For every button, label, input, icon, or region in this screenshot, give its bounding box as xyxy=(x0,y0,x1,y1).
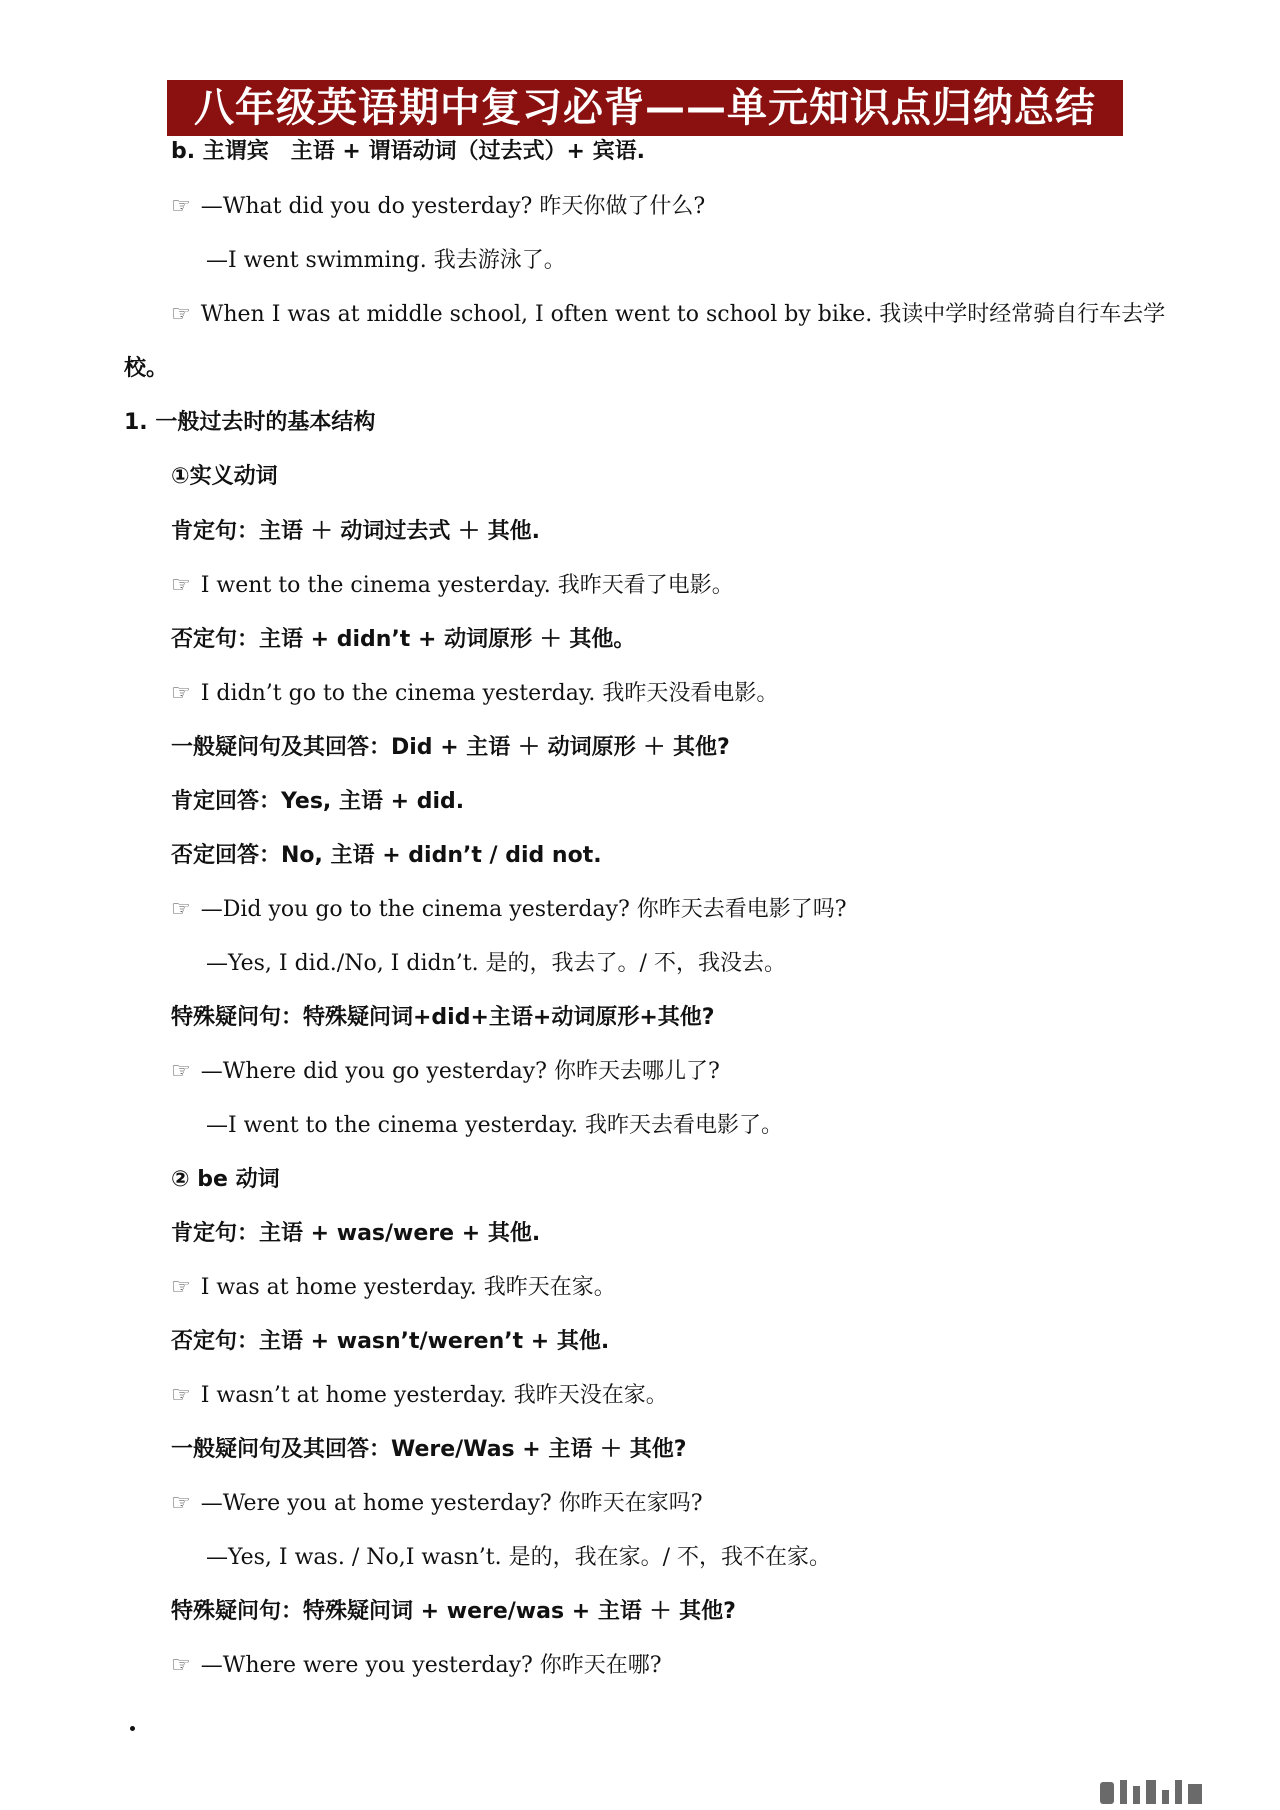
subsection-heading-2: ② be 动词 xyxy=(171,1167,280,1192)
line-13: 肯定回答：Yes, 主语 + did. xyxy=(171,789,465,814)
line-26: ☞ —Were you at home yesterday? 你昨天在家吗? xyxy=(171,1491,703,1516)
pointing-hand-icon: ☞ xyxy=(171,573,191,598)
pointing-hand-icon: ☞ xyxy=(171,681,191,706)
line-16: —Yes, I did./No, I didn’t. 是的，我去了。/ 不，我没去。 xyxy=(206,951,786,976)
pointing-hand-icon: ☞ xyxy=(171,1383,191,1408)
line-12: 一般疑问句及其回答：Did + 主语 ＋ 动词原形 ＋ 其他? xyxy=(171,735,730,760)
page-title: 八年级英语期中复习必背——单元知识点归纳总结 xyxy=(167,80,1123,136)
line-4: ☞ When I was at middle school, I often went to school by bike. 我读中学时经常骑自行车去学 xyxy=(171,302,1166,327)
subsection-heading: ①实义动词 xyxy=(171,464,278,489)
line-21: 肯定句：主语 + was/were + 其他. xyxy=(171,1221,541,1246)
pointing-hand-icon: ☞ xyxy=(171,1491,191,1516)
line-22: ☞ I was at home yesterday. 我昨天在家。 xyxy=(171,1275,616,1300)
pointing-hand-icon: ☞ xyxy=(171,1059,191,1084)
line-28: 特殊疑问句：特殊疑问词 + were/was + 主语 ＋ 其他? xyxy=(171,1599,736,1624)
line-15: ☞ —Did you go to the cinema yesterday? 你昨天去看电影了吗? xyxy=(171,897,847,922)
line-24: ☞ I wasn’t at home yesterday. 我昨天没在家。 xyxy=(171,1383,668,1408)
line-17: 特殊疑问句：特殊疑问词+did+主语+动词原形+其他? xyxy=(171,1005,715,1030)
line-1: b. 主谓宾 主语 + 谓语动词（过去式）+ 宾语. xyxy=(171,139,645,164)
line-27: —Yes, I was. / No,I wasn’t. 是的，我在家。/ 不，我不在家。 xyxy=(206,1545,832,1570)
line-10: 否定句：主语 + didn’t + 动词原形 ＋ 其他。 xyxy=(171,627,636,652)
line-19: —I went to the cinema yesterday. 我昨天去看电影了。 xyxy=(206,1113,783,1138)
bullet-dot xyxy=(130,1726,135,1731)
line-18: ☞ —Where did you go yesterday? 你昨天去哪儿了? xyxy=(171,1059,720,1084)
pointing-hand-icon: ☞ xyxy=(171,1275,191,1300)
pointing-hand-icon: ☞ xyxy=(171,1653,191,1678)
line-29: ☞ —Where were you yesterday? 你昨天在哪? xyxy=(171,1653,662,1678)
pointing-hand-icon: ☞ xyxy=(171,897,191,922)
line-25: 一般疑问句及其回答：Were/Was + 主语 ＋ 其他? xyxy=(171,1437,687,1462)
line-11: ☞ I didn’t go to the cinema yesterday. 我昨天没看电影。 xyxy=(171,681,779,706)
line-23: 否定句：主语 + wasn’t/weren’t + 其他. xyxy=(171,1329,610,1354)
section-heading: 1. 一般过去时的基本结构 xyxy=(124,410,376,435)
pointing-hand-icon: ☞ xyxy=(171,302,191,327)
line-5: 校。 xyxy=(124,356,169,381)
watermark-logo xyxy=(1100,1778,1260,1804)
line-8: 肯定句：主语 ＋ 动词过去式 ＋ 其他. xyxy=(171,519,540,544)
line-3: —I went swimming. 我去游泳了。 xyxy=(206,248,566,273)
pointing-hand-icon: ☞ xyxy=(171,194,191,219)
line-2: ☞ —What did you do yesterday? 昨天你做了什么? xyxy=(171,194,706,219)
line-9: ☞ I went to the cinema yesterday. 我昨天看了电影。 xyxy=(171,573,734,598)
line-14: 否定回答：No, 主语 + didn’t / did not. xyxy=(171,843,602,868)
